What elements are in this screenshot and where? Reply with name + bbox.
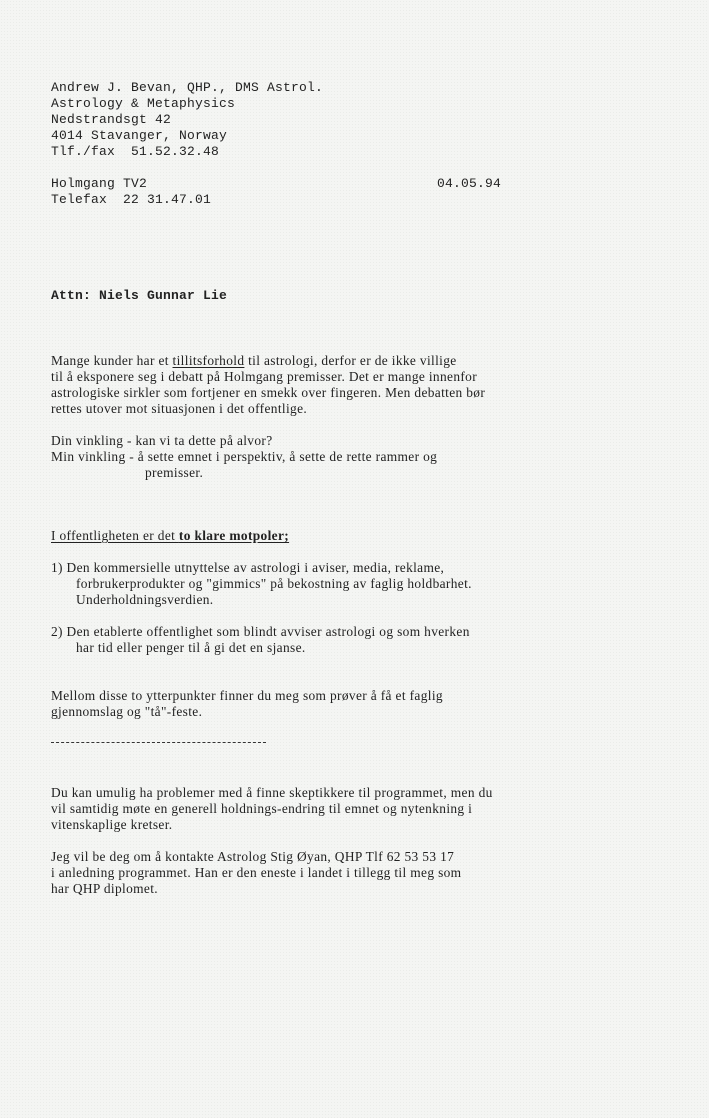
paragraph-4-line-1: Jeg vil be deg om å kontakte Astrolog Stig Øyan, QHP Tlf 62 53 53 17 (51, 849, 455, 864)
dashed-separator (51, 742, 266, 743)
sender-name: Andrew J. Bevan, QHP., DMS Astrol. (51, 80, 324, 95)
paragraph-4-line-2: i anledning programmet. Han er den eneste i landet i tillegg til meg som (51, 865, 462, 880)
list-item-1-line-3: Underholdningsverdien. (76, 592, 214, 607)
section-heading (51, 528, 289, 544)
sender-city: 4014 Stavanger, Norway (51, 128, 228, 143)
recipient-name: Holmgang TV2 (51, 176, 148, 191)
sender-business: Astrology & Metaphysics (51, 96, 236, 111)
paragraph-2-line-1: Mellom disse to ytterpunkter finner du meg som prøver å få et faglig (51, 688, 443, 703)
paragraph-1-line-2: til å eksponere seg i debatt på Holmgang premisser. Det er mange innenfor (51, 369, 478, 384)
min-vinkling-continuation: premisser. (145, 465, 204, 480)
sender-street: Nedstrandsgt 42 (51, 112, 172, 127)
underlined-word: tillitsforhold (172, 353, 245, 368)
sender-phone: Tlf./fax 51.52.32.48 (51, 144, 220, 159)
letter-date: 04.05.94 (437, 176, 502, 191)
paragraph-3-line-2: vil samtidig møte en generell holdnings-endring til emnet og nytenkning i (51, 801, 473, 816)
paragraph-2-line-2: gjennomslag og "tå"-feste. (51, 704, 203, 719)
din-vinkling-line: Din vinkling - kan vi ta dette på alvor? (51, 433, 273, 448)
list-item-2-line-1: 2) Den etablerte offentlighet som blindt avviser astrologi og som hverken (51, 624, 470, 639)
paragraph-4-line-3: har QHP diplomet. (51, 881, 158, 896)
paragraph-3-line-1: Du kan umulig ha problemer med å finne skeptikkere til programmet, men du (51, 785, 493, 800)
paragraph-1-line-1 (51, 353, 457, 369)
attention-line: Attn: Niels Gunnar Lie (51, 288, 228, 303)
section-heading-start: I offentligheten er det (51, 528, 179, 543)
list-item-2-line-2: har tid eller penger til å gi det en sjanse. (76, 640, 306, 655)
paragraph-1-line-1-end: til astrologi, derfor er de ikke villige (244, 353, 457, 368)
list-item-1-line-1: 1) Den kommersielle utnyttelse av astrologi i aviser, media, reklame, (51, 560, 445, 575)
paragraph-1-line-1-start: Mange kunder har et (51, 353, 173, 368)
paragraph-1-line-3: astrologiske sirkler som fortjener en smekk over fingeren. Men debatten bør (51, 385, 486, 400)
paragraph-3-line-3: vitenskaplige kretser. (51, 817, 173, 832)
recipient-fax: Telefax 22 31.47.01 (51, 192, 212, 207)
list-item-1-line-2: forbrukerprodukter og "gimmics" på bekostning av faglig holdbarhet. (76, 576, 472, 591)
min-vinkling-line: Min vinkling - å sette emnet i perspektiv, å sette de rette rammer og (51, 449, 438, 464)
section-heading-bold: to klare motpoler; (178, 528, 290, 543)
paragraph-1-line-4: rettes utover mot situasjonen i det offentlige. (51, 401, 308, 416)
